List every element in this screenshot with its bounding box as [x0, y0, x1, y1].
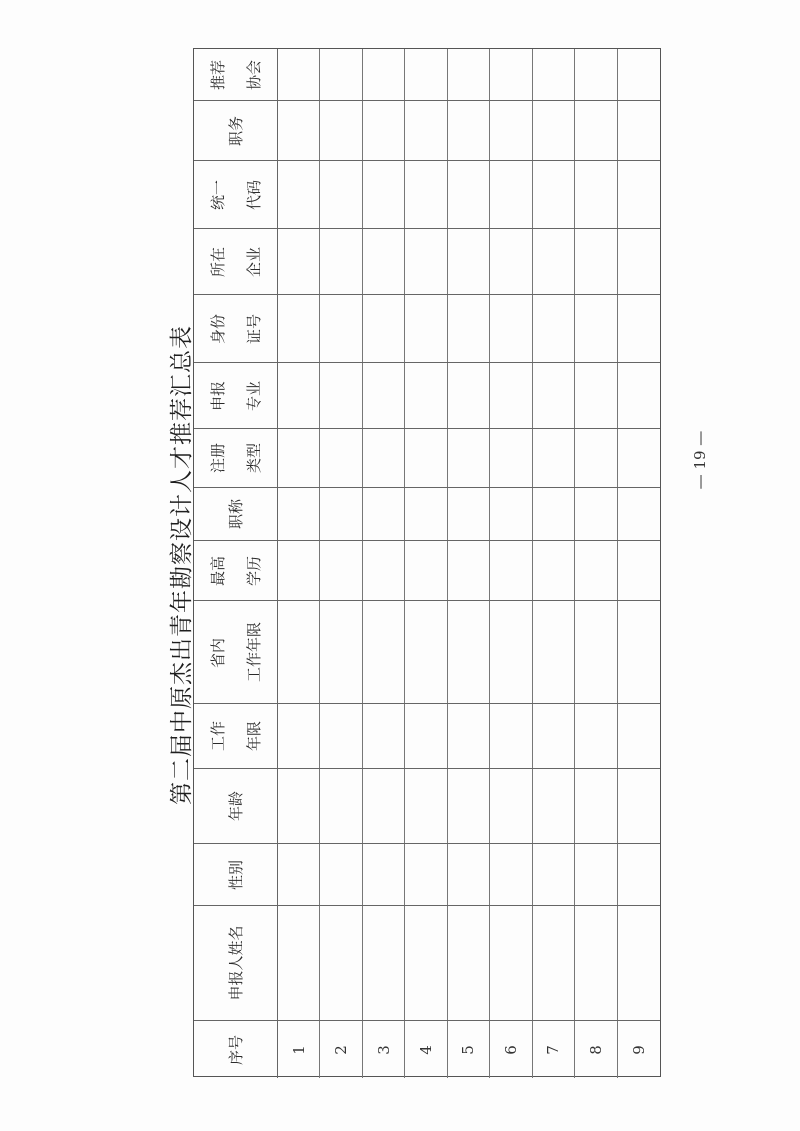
table-cell	[448, 769, 490, 843]
table-cell	[320, 363, 362, 428]
table-cell	[618, 229, 660, 294]
header-cell	[194, 769, 278, 843]
table-cell	[575, 49, 617, 100]
table-cell	[575, 161, 617, 228]
table-cell	[363, 1021, 405, 1078]
header-line: 注册	[208, 442, 227, 474]
header-cell	[194, 541, 278, 600]
table-cell	[490, 49, 532, 100]
table-cell	[618, 1021, 660, 1078]
table-cell	[405, 229, 447, 294]
header-line: 专业	[244, 380, 263, 411]
table-cell	[278, 704, 320, 768]
table-cell	[363, 101, 405, 160]
table-cell	[405, 1021, 447, 1078]
table-cell	[533, 704, 575, 768]
table-cell	[320, 49, 362, 100]
table-cell	[320, 601, 362, 703]
header-line: 申报人姓名	[226, 925, 245, 1001]
table-cell	[278, 844, 320, 905]
table-cell	[448, 704, 490, 768]
row-number: 4	[417, 1044, 436, 1055]
table-cell	[490, 429, 532, 487]
table-cell	[448, 229, 490, 294]
table-cell	[533, 229, 575, 294]
column-credit-code	[194, 161, 660, 229]
table-cell	[490, 1021, 532, 1078]
row-number: 8	[586, 1044, 605, 1055]
table-cell	[320, 488, 362, 540]
header-line: 所在	[208, 246, 227, 277]
table-cell	[363, 49, 405, 100]
table-cell	[363, 229, 405, 294]
table-cell	[320, 1021, 362, 1078]
header-cell	[194, 844, 278, 905]
table-cell	[533, 1021, 575, 1078]
table-cell	[278, 769, 320, 843]
row-number: 6	[501, 1044, 520, 1055]
table-cell	[448, 161, 490, 228]
table-cell	[320, 101, 362, 160]
table-cell	[448, 429, 490, 487]
table-cell	[320, 704, 362, 768]
table-cell	[533, 101, 575, 160]
header-line: 工作	[208, 720, 227, 752]
table-cell	[533, 769, 575, 843]
header-line: 推荐	[208, 59, 227, 90]
column-gender	[194, 844, 660, 906]
table-cell	[320, 429, 362, 487]
table-cell	[448, 906, 490, 1020]
column-age	[194, 769, 660, 844]
header-line: 性别	[226, 859, 245, 890]
header-cell	[194, 488, 278, 540]
header-line: 职务	[226, 115, 245, 146]
header-cell	[194, 363, 278, 428]
header-cell	[194, 101, 278, 160]
table-cell	[448, 363, 490, 428]
table-cell	[405, 295, 447, 362]
table-cell	[278, 295, 320, 362]
table-cell	[448, 1021, 490, 1078]
table-cell	[490, 101, 532, 160]
header-line: 最高	[208, 555, 227, 586]
header-line: 年龄	[226, 790, 245, 822]
header-cell	[194, 704, 278, 768]
column-work-years	[194, 704, 660, 769]
header-line: 统一	[208, 179, 227, 210]
header-line: 申报	[208, 380, 227, 411]
table-cell	[490, 363, 532, 428]
table-cell	[490, 601, 532, 703]
column-title-rank	[194, 488, 660, 541]
table-cell	[533, 49, 575, 100]
table-cell	[533, 429, 575, 487]
row-number: 1	[289, 1044, 308, 1055]
table-cell	[618, 429, 660, 487]
table-cell	[490, 906, 532, 1020]
table-cell	[363, 541, 405, 600]
table-cell	[533, 488, 575, 540]
table-cell	[533, 295, 575, 362]
table-cell	[490, 295, 532, 362]
table-cell	[575, 541, 617, 600]
table-cell	[320, 295, 362, 362]
table-cell	[278, 161, 320, 228]
table-cell	[533, 363, 575, 428]
table-cell	[405, 101, 447, 160]
table-cell	[618, 295, 660, 362]
table-cell	[405, 541, 447, 600]
table-cell	[448, 295, 490, 362]
table-cell	[575, 363, 617, 428]
table-cell	[575, 844, 617, 905]
header-line: 职称	[226, 498, 245, 530]
header-cell	[194, 1021, 278, 1078]
table-cell	[618, 161, 660, 228]
table-cell	[320, 844, 362, 905]
table-cell	[278, 601, 320, 703]
table-cell	[363, 363, 405, 428]
table-cell	[533, 601, 575, 703]
table-cell	[405, 601, 447, 703]
row-number: 9	[629, 1044, 648, 1055]
table-cell	[363, 704, 405, 768]
column-id-number	[194, 295, 660, 363]
header-line: 工作年限	[244, 621, 263, 683]
table-cell	[575, 769, 617, 843]
table-cell	[278, 101, 320, 160]
header-cell	[194, 601, 278, 703]
column-company	[194, 229, 660, 295]
table-cell	[490, 844, 532, 905]
table-cell	[575, 601, 617, 703]
table-cell	[278, 541, 320, 600]
table-cell	[363, 161, 405, 228]
table-cell	[278, 229, 320, 294]
table-cell	[363, 906, 405, 1020]
table-cell	[320, 161, 362, 228]
row-number: 5	[459, 1044, 478, 1055]
header-cell	[194, 906, 278, 1020]
table-cell	[490, 704, 532, 768]
table-cell	[618, 541, 660, 600]
table-cell	[575, 101, 617, 160]
header-line: 年限	[244, 720, 263, 752]
table-cell	[618, 704, 660, 768]
table-cell	[618, 906, 660, 1020]
table-cell	[405, 769, 447, 843]
column-major	[194, 363, 660, 429]
table-cell	[405, 906, 447, 1020]
header-line: 身份	[208, 313, 227, 344]
table-cell	[278, 49, 320, 100]
table-cell	[533, 541, 575, 600]
document-title: 第二届中原杰出青年勘察设计人才推荐汇总表	[169, 325, 195, 805]
column-education	[194, 541, 660, 601]
row-number: 7	[544, 1044, 563, 1055]
table-cell	[575, 1021, 617, 1078]
table-cell	[278, 906, 320, 1020]
table-cell	[448, 601, 490, 703]
header-line: 学历	[244, 555, 263, 586]
table-cell	[618, 601, 660, 703]
table-cell	[363, 844, 405, 905]
header-line: 协会	[244, 59, 263, 90]
table-cell	[490, 229, 532, 294]
page-number: — 19 —	[691, 430, 709, 490]
summary-table	[193, 48, 661, 1077]
table-cell	[490, 769, 532, 843]
table-cell	[278, 1021, 320, 1078]
table-cell	[618, 363, 660, 428]
header-cell	[194, 429, 278, 487]
column-position	[194, 101, 660, 161]
table-cell	[320, 769, 362, 843]
header-cell	[194, 229, 278, 294]
table-cell	[320, 906, 362, 1020]
table-cell	[575, 295, 617, 362]
table-cell	[405, 844, 447, 905]
table-cell	[575, 704, 617, 768]
table-cell	[618, 488, 660, 540]
table-cell	[490, 541, 532, 600]
row-number: 3	[374, 1044, 393, 1055]
table-cell	[533, 844, 575, 905]
table-cell	[363, 769, 405, 843]
column-association	[194, 49, 660, 101]
table-cell	[405, 704, 447, 768]
table-cell	[278, 488, 320, 540]
table-cell	[320, 541, 362, 600]
table-cell	[405, 488, 447, 540]
header-line: 省内	[208, 637, 227, 669]
header-cell	[194, 161, 278, 228]
table-cell	[448, 101, 490, 160]
header-line: 类型	[244, 442, 263, 474]
table-cell	[405, 49, 447, 100]
header-line: 序号	[226, 1034, 245, 1065]
column-seq	[194, 1021, 660, 1078]
table-cell	[363, 601, 405, 703]
header-line: 企业	[244, 246, 263, 277]
table-cell	[490, 161, 532, 228]
table-cell	[363, 488, 405, 540]
table-cell	[448, 844, 490, 905]
table-cell	[405, 429, 447, 487]
column-name	[194, 906, 660, 1021]
table-cell	[533, 906, 575, 1020]
table-cell	[618, 769, 660, 843]
table-cell	[278, 429, 320, 487]
table-cell	[575, 906, 617, 1020]
table-cell	[575, 429, 617, 487]
column-registration-type	[194, 429, 660, 488]
table-cell	[320, 229, 362, 294]
header-line: 代码	[244, 179, 263, 210]
table-cell	[278, 363, 320, 428]
table-cell	[405, 161, 447, 228]
table-cell	[533, 161, 575, 228]
header-cell	[194, 49, 278, 100]
column-province-work-years	[194, 601, 660, 704]
header-cell	[194, 295, 278, 362]
table-cell	[363, 429, 405, 487]
table-cell	[363, 295, 405, 362]
table-cell	[575, 488, 617, 540]
table-cell	[448, 541, 490, 600]
table-cell	[448, 49, 490, 100]
table-cell	[490, 488, 532, 540]
table-cell	[405, 363, 447, 428]
header-line: 证号	[244, 313, 263, 344]
table-cell	[618, 844, 660, 905]
table-cell	[618, 49, 660, 100]
row-number: 2	[332, 1044, 351, 1055]
table-cell	[618, 101, 660, 160]
table-cell	[448, 488, 490, 540]
table-cell	[575, 229, 617, 294]
